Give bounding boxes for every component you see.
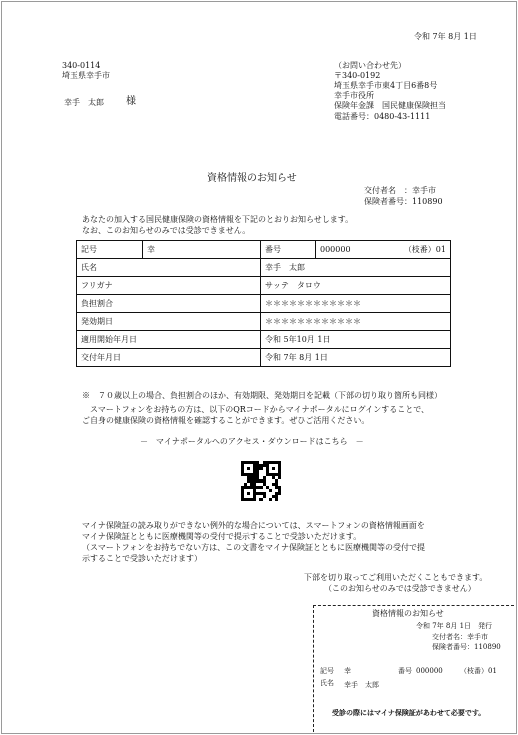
slip-number-value: 000000 [416,667,443,675]
contact-heading: （お問い合わせ先） [334,61,406,70]
slip-footer-note: 受診の際にはマイナ保険証があわせて必要です。 [332,708,486,717]
slip-number-label: 番号 [398,667,412,675]
table-row [77,277,451,295]
row-label: 氏名 [77,259,261,277]
contact-office: 幸手市役所 [334,91,374,100]
intro-line-1: あなたの加入する国民健康保険の資格情報を下記のとおりお知らせします。 [82,215,354,224]
qualification-table [76,240,451,367]
slip-name-label: 氏名 [320,679,334,687]
slip-title: 資格情報のお知らせ [372,609,444,618]
branch-label: （枝番）01 [403,245,446,254]
row-value: 幸手 太郎 [261,259,451,277]
recipient-name: 幸手 太郎 [64,98,104,107]
row-value: 令和 7年 8月 1日 [261,349,451,367]
cut-instruction-2: （このお知らせのみでは受診できません） [324,584,476,593]
contact-postal: 〒340-0192 [334,71,381,80]
exception-line-2: マイナ保険証とともに医療機関等の受付で提示することで受診いただけます。 [82,532,362,541]
note-smartphone-1: スマートフォンをお持ちの方は、以下のQRコードからマイナポータルにログインすることで、 [82,405,430,414]
row-value: ＊＊＊＊＊＊＊＊＊＊＊＊ [261,313,451,331]
row-label: 適用開始年月日 [77,331,261,349]
recipient-honorific: 様 [126,96,136,107]
issuer-name: 交付者名 ：幸手市 [364,186,436,195]
slip-code-value: 幸 [344,667,351,675]
exception-line-1: マイナ保険証の読み取りができない例外的な場合については、スマートフォンの資格情報画面を [82,521,425,530]
row-value: サッテ タロウ [261,277,451,295]
table-row [77,331,451,349]
recipient-postal-code: 340-0114 [62,61,101,70]
slip-issuer: 交付者名：幸手市 [432,633,488,641]
qr-module [278,498,281,501]
mynaportal-link-label: － マイナポータルへのアクセス・ダウンロードはこちら － [140,437,364,446]
contact-phone: 電話番号：0480-43-1111 [334,112,431,121]
detachable-slip [313,605,514,732]
table-row [77,259,451,277]
row-label: 負担割合 [77,295,261,313]
number-label: 番号 [261,241,316,259]
slip-insurer-number: 保険者番号：110890 [432,643,501,651]
exception-line-3: （スマートフォンをお持ちでない方は、この文書をマイナ保険証とともに医療機関等の受付で提 [82,543,425,552]
note-over-70: ※ ７０歳以上の場合、負担割合のほか、有効期限、発効期日を記載（下部の切り取り箇所も同様） [82,391,442,400]
cut-instruction-1: 下部を切り取ってご利用いただくこともできます。 [304,573,488,582]
number-value: 000000 [320,245,351,254]
code-label: 記号 [77,241,143,259]
issue-date: 令和 7年 8月 1日 [414,32,477,41]
number-cell [316,241,451,259]
slip-code-label: 記号 [320,667,334,675]
table-row-code [77,241,451,259]
row-label: フリガナ [77,277,261,295]
recipient-address: 埼玉県幸手市 [62,71,110,80]
table-row [77,295,451,313]
qr-code[interactable] [241,461,281,501]
slip-branch-label: （枝番）01 [460,667,497,675]
row-value: 令和 5年10月 1日 [261,331,451,349]
row-label: 発効期日 [77,313,261,331]
document-title: 資格情報のお知らせ [207,173,297,184]
slip-issue-date: 令和 7年 8月 1日 発行 [416,622,493,630]
contact-address: 埼玉県幸手市東4丁目6番8号 [334,81,438,90]
row-label: 交付年月日 [77,349,261,367]
insurer-number: 保険者番号：110890 [364,197,443,206]
slip-name-value: 幸手 太郎 [344,681,379,689]
code-value: 幸 [143,241,261,259]
exception-line-4: 示することで受診いただけます） [82,554,202,563]
table-row [77,313,451,331]
document-page [1,1,517,734]
row-value: ＊＊＊＊＊＊＊＊＊＊＊＊ [261,295,451,313]
intro-line-2: なお、このお知らせのみでは受診できません。 [82,226,251,235]
note-smartphone-2: ご自身の健康保険の資格情報を確認することができます。ぜひご活用ください。 [82,416,370,425]
table-row [77,349,451,367]
contact-department: 保険年金課 国民健康保険担当 [334,101,446,110]
